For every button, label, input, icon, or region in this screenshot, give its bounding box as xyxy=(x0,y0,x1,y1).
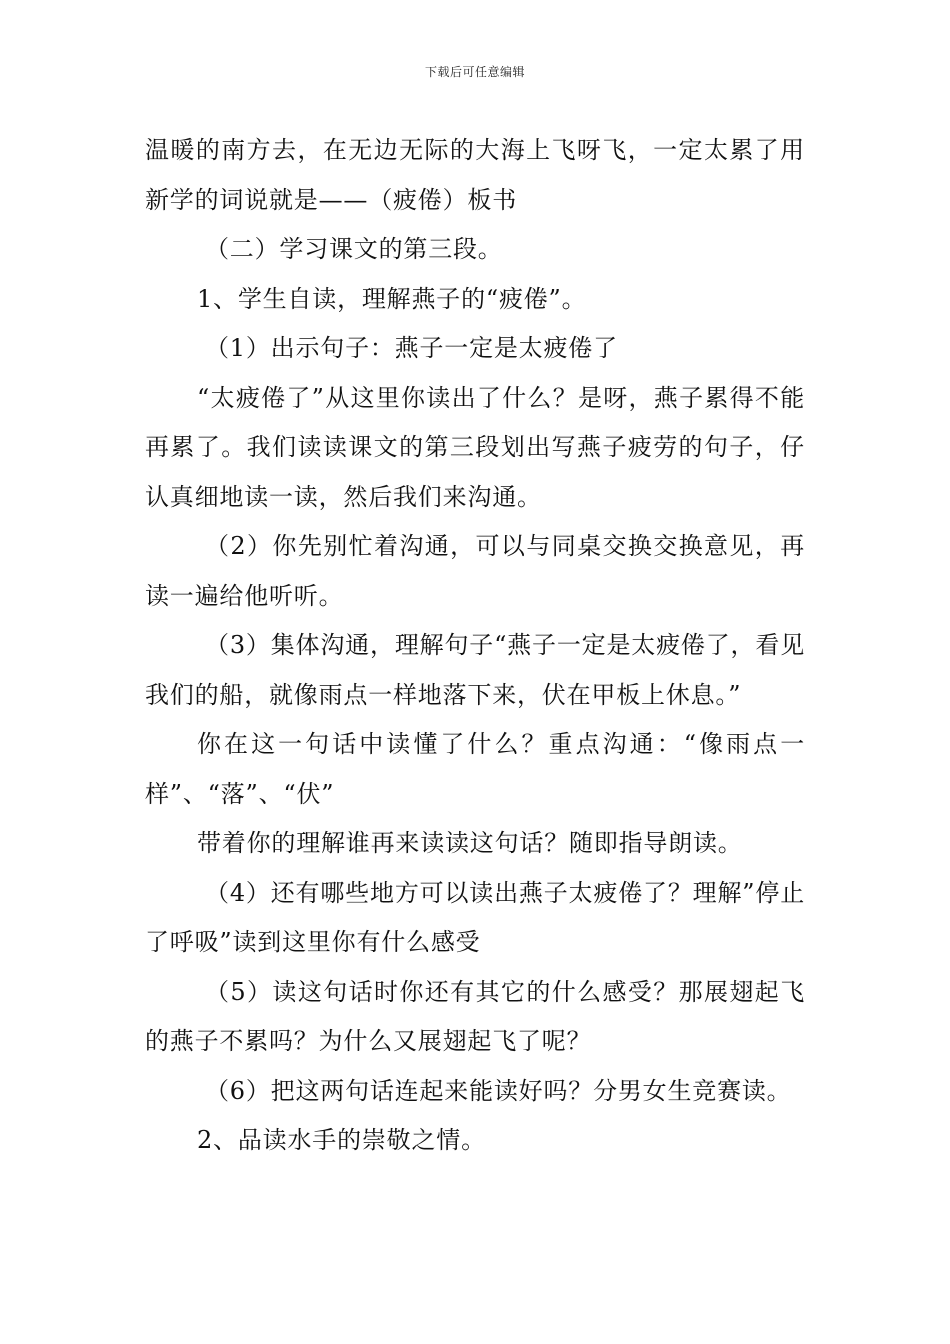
paragraph: 你在这一句话中读懂了什么？重点沟通：“像雨点一样”、“落”、“伏” xyxy=(145,730,805,808)
paragraph: “太疲倦了”从这里你读出了什么？是呀，燕子累得不能再累了。我们读读课文的第三段划出写燕子疲劳的句子，仔认真细地读一读，然后我们来沟通。 xyxy=(145,383,805,511)
paragraph: （2）你先别忙着沟通，可以与同桌交换交换意见，再读一遍给他听听。 xyxy=(145,532,805,610)
paragraph: （4）还有哪些地方可以读出燕子太疲倦了？理解”停止了呼吸”读到这里你有什么感受 xyxy=(145,878,805,956)
page-header: 下载后可任意编辑 xyxy=(424,65,525,79)
paragraph: （5）读这句话时你还有其它的什么感受？那展翅起飞的燕子不累吗？为什么又展翅起飞了呢？ xyxy=(145,977,805,1055)
paragraph: 1、学生自读，理解燕子的“疲倦”。 xyxy=(197,284,587,313)
paragraph: （3）集体沟通，理解句子“燕子一定是太疲倦了，看见我们的船，就像雨点一样地落下来，伏在甲板上休息。” xyxy=(145,631,805,709)
section-heading: （二）学习课文的第三段。 xyxy=(205,235,503,263)
paragraph: （6）把这两句话连起来能读好吗？分男女生竞赛读。 xyxy=(205,1076,792,1105)
document-body xyxy=(145,126,805,1166)
paragraph: 带着你的理解谁再来读读这句话？随即指导朗读。 xyxy=(197,829,743,857)
paragraph: 2、品读水手的崇敬之情。 xyxy=(197,1126,486,1154)
paragraph: （1）出示句子：燕子一定是太疲倦了 xyxy=(205,334,618,362)
paragraph: 温暖的南方去，在无边无际的大海上飞呀飞，一定太累了用新学的词说就是——（疲倦）板书 xyxy=(145,136,805,214)
